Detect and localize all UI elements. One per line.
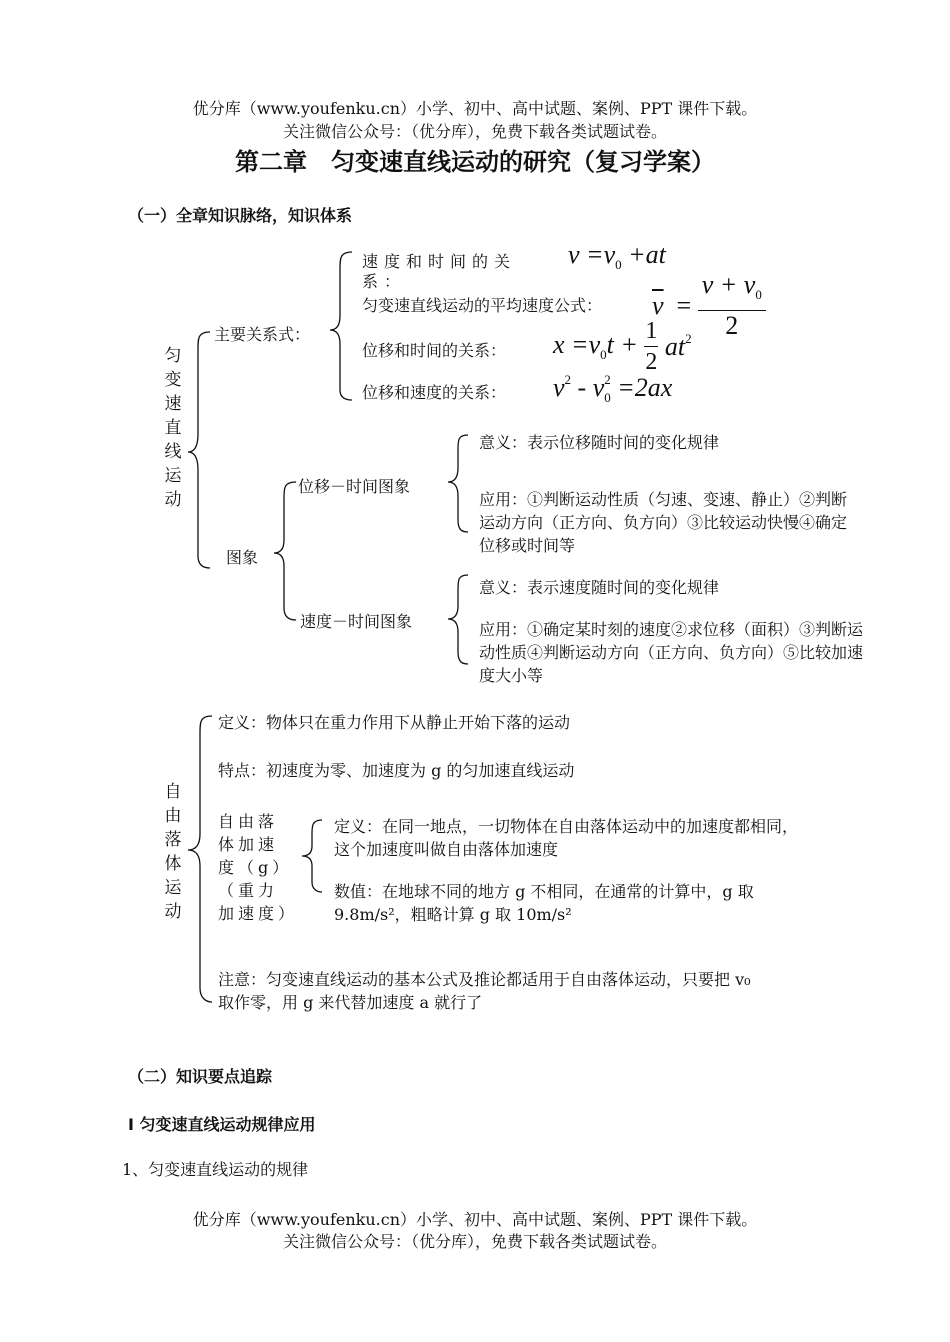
formula-velocity-time-label: 速度和时间的关系： (362, 252, 517, 291)
g-value: 数值：在地球不同的地方 g 不相同，在通常的计算中，g 取 9.8m/s²，粗略计算 g 取 10m/s² (334, 882, 754, 924)
free-fall-feature: 特点：初速度为零、加速度为 g 的匀加速直线运动 (218, 761, 575, 780)
vt-graph-application: 应用：①确定某时刻的速度②求位移（面积）③判断运动性质④判断运动方向（正方向、负方向）⑤比较加速度大小等 (479, 620, 864, 685)
formula-displacement-velocity-label: 位移和速度的关系： (362, 383, 507, 402)
formulas-label: 主要关系式： (214, 325, 311, 344)
graphs-label: 图象 (226, 548, 259, 567)
section-heading-1: （一）全章知识脉络，知识体系 (128, 206, 353, 225)
g-definition: 定义：在同一地点，一切物体在自由落体运动中的加速度都相同，这个加速度叫做自由落体加速度 (334, 817, 799, 859)
formula-average-velocity: $\overline{v}$ = $\frac{v + v_0}{2}$ (652, 270, 766, 341)
xt-graph-label: 位移－时间图象 (298, 477, 411, 496)
footer-line-2: 关注微信公众号：（优分库），免费下载各类试题试卷。 (282, 1232, 667, 1251)
formula-displacement-time: $x =v_0t$ + $\frac{1}{2}$ $at^2$ (553, 318, 692, 375)
footer-line-1: 优分库（www.youfenku.cn）小学、初中、高中试题、案例、PPT 课件下载。 (192, 1210, 758, 1229)
vt-graph-label: 速度－时间图象 (300, 612, 413, 631)
xt-graph-application: 应用：①判断运动性质（匀速、变速、静止）②判断运动方向（正方向、负方向）③比较运动快慢④确定位移或时间等 (479, 490, 848, 555)
formula-displacement-velocity: $v^2$ - v $_{2 0}$ =2ax (553, 372, 673, 405)
page-title: 第二章 匀变速直线运动的研究（复习学案） (235, 148, 715, 176)
formula-average-velocity-label: 匀变速直线运动的平均速度公式： (362, 296, 603, 315)
part-heading-1: Ⅰ 匀变速直线运动规律应用 (128, 1115, 316, 1134)
formula-displacement-time-label: 位移和时间的关系： (362, 341, 507, 360)
formula-velocity-time: $v =v_0 +at$ (568, 240, 666, 272)
g-label: 自由落体加速度（g）（重力加速度） (218, 812, 299, 923)
vt-graph-meaning: 意义：表示速度随时间的变化规律 (479, 578, 720, 597)
free-fall-root-label: 自由落体运动 (164, 782, 182, 922)
section-heading-2: （二）知识要点追踪 (128, 1067, 273, 1086)
header-line-1: 优分库（www.youfenku.cn）小学、初中、高中试题、案例、PPT 课件下载。 (192, 99, 758, 118)
xt-graph-meaning: 意义：表示位移随时间的变化规律 (479, 433, 720, 452)
header-line-2: 关注微信公众号：（优分库），免费下载各类试题试卷。 (282, 122, 667, 141)
free-fall-note: 注意：匀变速直线运动的基本公式及推论都适用于自由落体运动，只要把 v₀ 取作零，用 g 来代替加速度 a 就行了 (218, 970, 751, 1012)
item-1: 1、匀变速直线运动的规律 (122, 1160, 309, 1179)
free-fall-definition: 定义：物体只在重力作用下从静止开始下落的运动 (218, 713, 571, 732)
motion-root-label: 匀变速直线运动 (164, 346, 182, 510)
